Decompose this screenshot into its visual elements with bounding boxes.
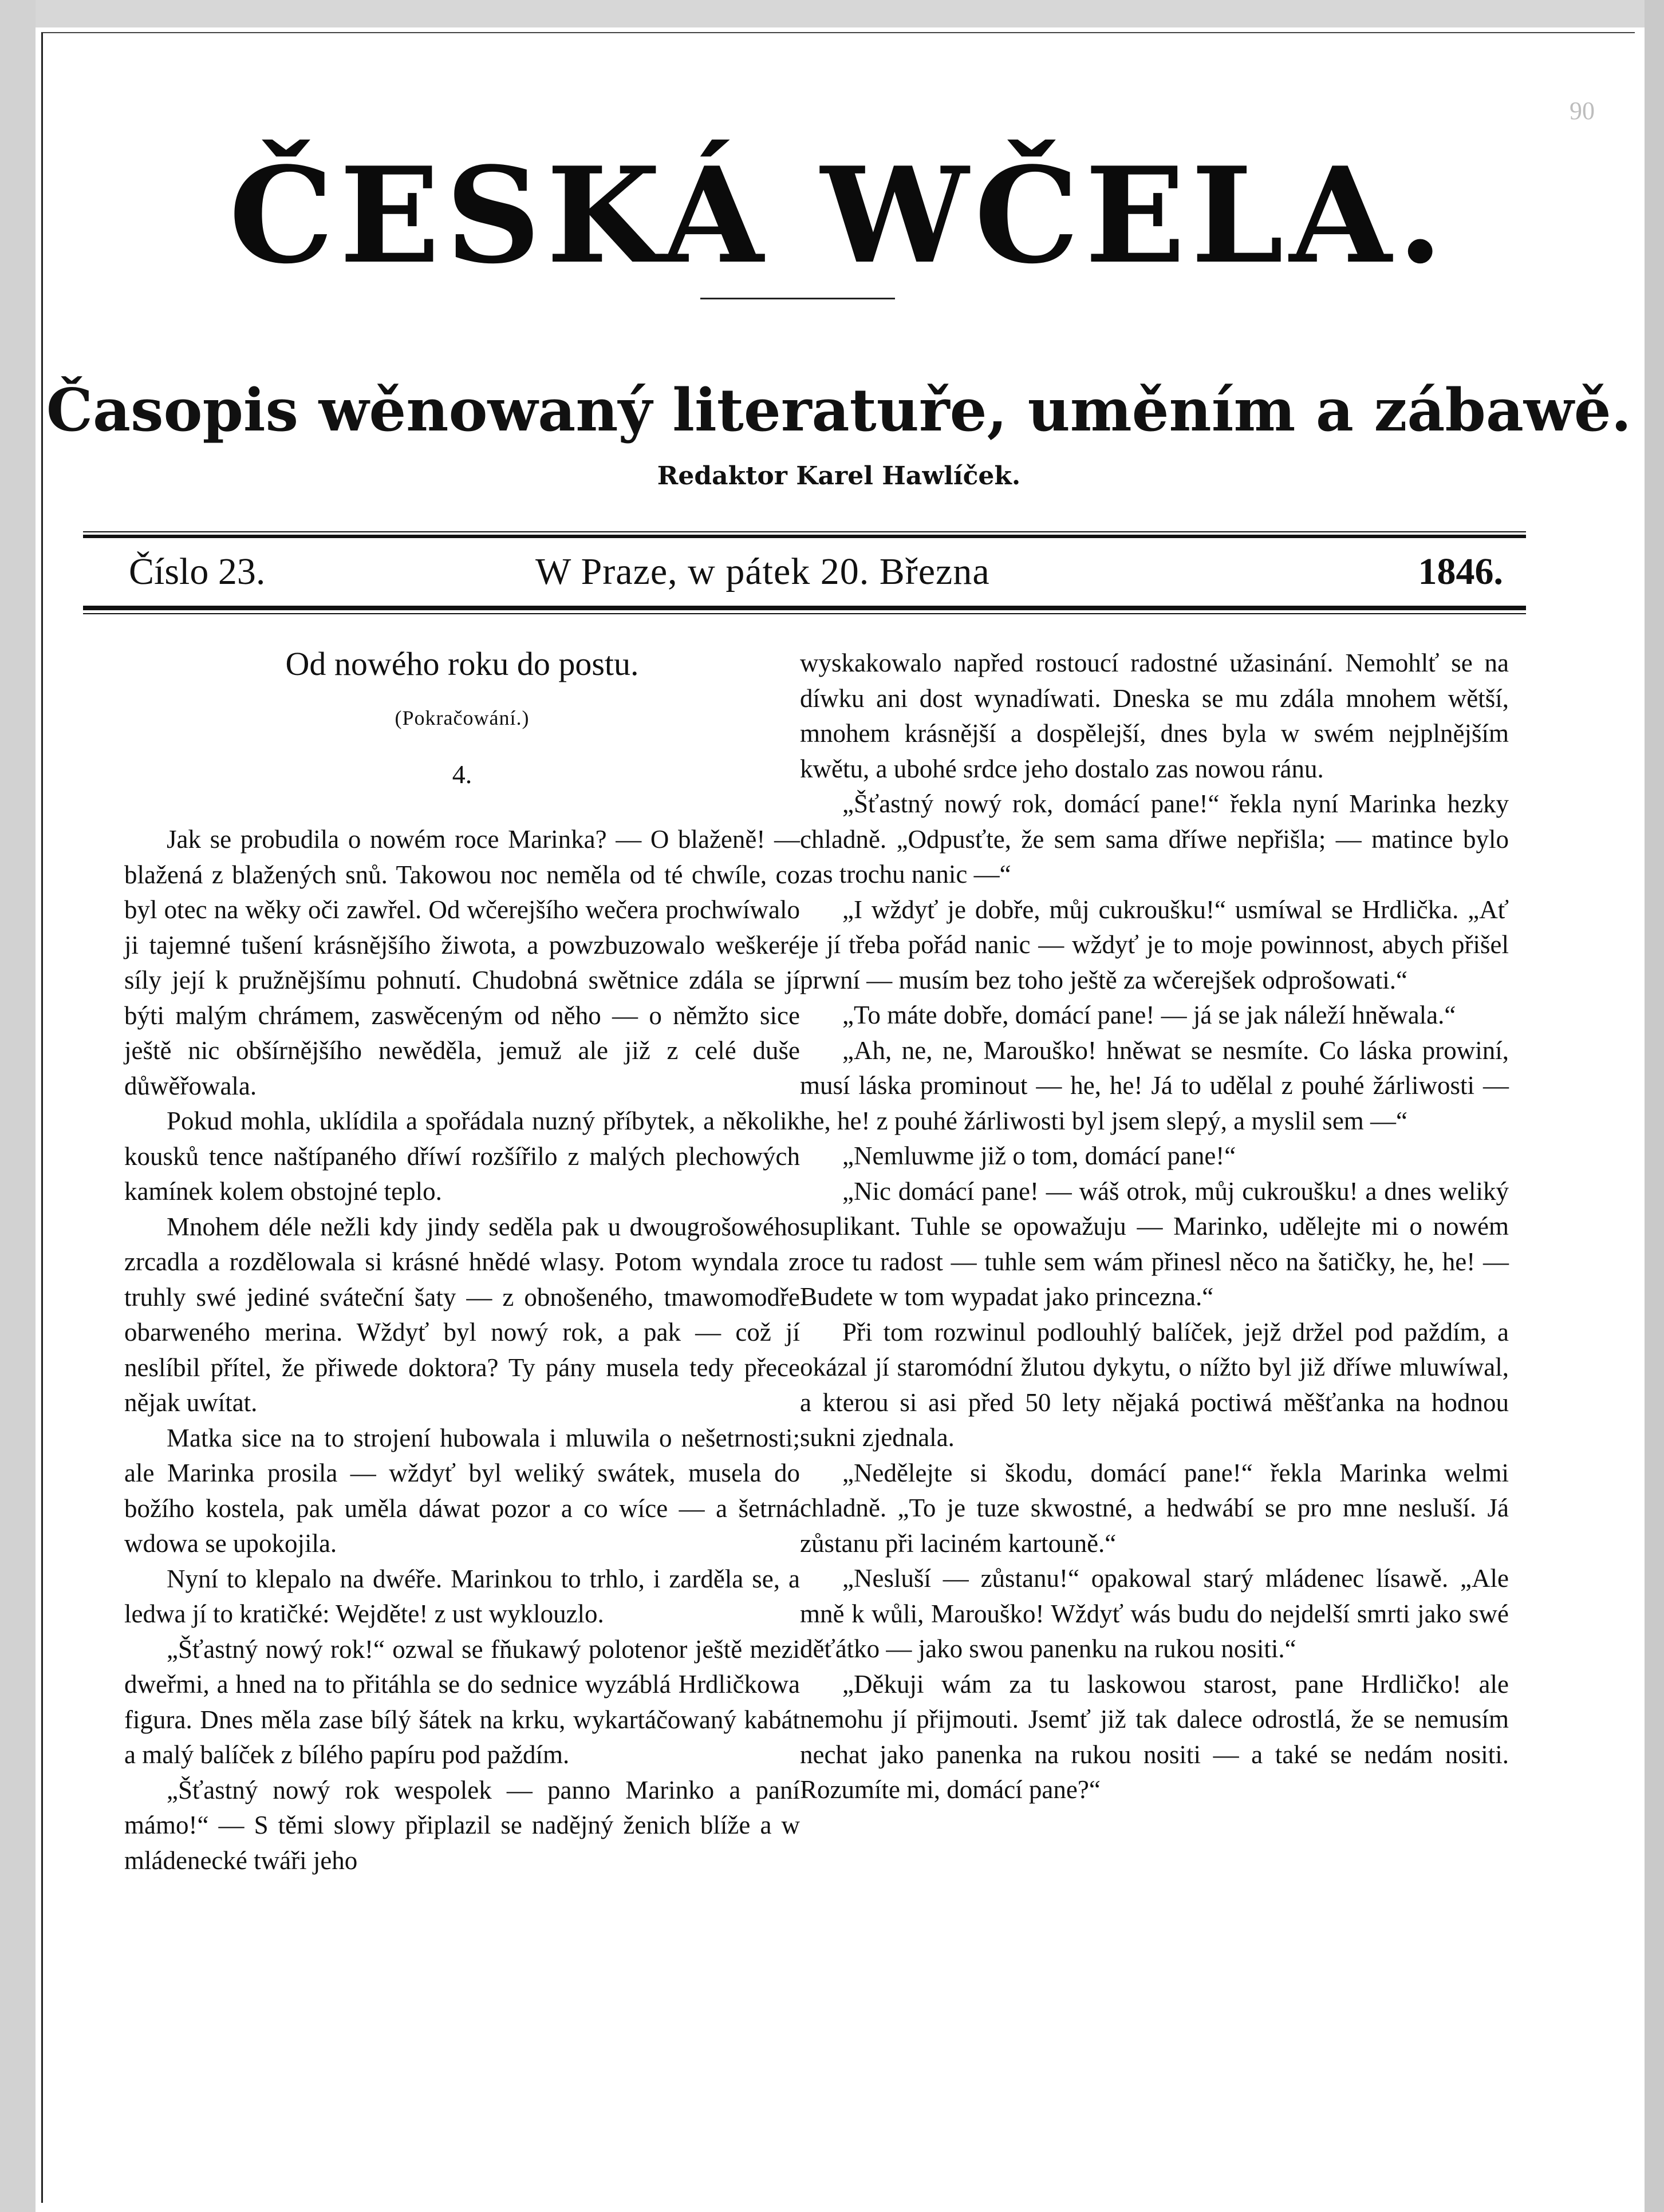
issue-year: 1846. (1418, 551, 1503, 592)
dateline-rule-bottom-thin (83, 613, 1526, 614)
place-date: W Praze, w pátek 20. Března (535, 551, 990, 592)
dateline-rule-top-thick (83, 535, 1526, 538)
paragraph: „Ah, ne, ne, Marouško! hněwat se nesmíte. Co láska prowiní, musí láska prominout — he, he! Já to udělal z pouhé žárliwosti — he, he! z pouhé žárliwosti byl jsem slepý, a myslil sem —“ (800, 1036, 1509, 1135)
newspaper-page (41, 32, 1635, 2203)
article-continued: (Pokračowání.) (395, 706, 530, 729)
paragraph: „Nemluwme již o tom, domácí pane!“ (842, 1141, 1236, 1170)
left-column (124, 635, 800, 1878)
section-number: 4. (452, 760, 472, 789)
issue-number: Číslo 23. (129, 551, 266, 592)
paragraph: Nyní to klepalo na dwéře. Marinkou to trhlo, i zarděla se, a ledwa jí to kratičké: Wejděte! z ust wyklouzlo. (124, 1564, 800, 1628)
right-column (800, 646, 1509, 1808)
paragraph: „Děkuji wám za tu laskowou starost, pane Hrdličko! ale nemohu jí přijmouti. Jsemť již tak dalece odrostlá, že se nemusím nechat jako panenka na rukou nositi — a také se nedám nositi. Rozumíte mi, domácí pane?“ (800, 1669, 1509, 1804)
dateline-rule-top-thin (83, 531, 1526, 532)
dateline-rule-bottom-thick (83, 606, 1526, 610)
paragraph: Matka sice na to strojení hubowala i mluwila o nešetrnosti; ale Marinka prosila — wždyť byl weliký swátek, musela do božího kostela, pak uměla dáwat pozor a co wíce — a šetrná wdowa se upokojila. (124, 1423, 800, 1558)
dateline (129, 546, 1503, 598)
paragraph: „To máte dobře, domácí pane! — já se jak náleží hněwala.“ (842, 1001, 1456, 1029)
title-divider (700, 298, 895, 299)
page-mark: 90 (1570, 97, 1595, 125)
paragraph: „Šťastný nowý rok, domácí pane!“ řekla nyní Marinka hezky chladně. „Odpusťte, že sem sama dříwe nepřišla; — matince bylo zas trochu nanic —“ (800, 789, 1509, 888)
paragraph: Jak se probudila o nowém roce Marinka? — O blaženě! — blažená z blažených snů. Takowou noc neměla od té chwíle, co byl otec na wěky oči zawřel. Od wčerejšího wečera prochwíwalo ji tajemné tušení krásnějšího žiwota, a powzbuzowalo weškeré síly její k pružnějšímu pohnutí. Chudobná swětnice zdála se jí býti malým chrámem, zaswěceným od něho — o němžto sice ještě nic obšírnějšího newěděla, jemuž ale již z celé duše důwěřowala. (124, 825, 800, 1100)
paragraph: „Nesluší — zůstanu!“ opakowal starý mládenec lísawě. „Ale mně k wůli, Marouško! Wždyť wás budu do nejdelší smrti jako swé děťátko — jako swou panenku na rukou nositi.“ (800, 1564, 1509, 1663)
paragraph: „I wždyť je dobře, můj cukroušku!“ usmíwal se Hrdlička. „Ať je jí třeba pořád nanic — wždyť je to moje powinnost, abych přišel prwní — musím bez toho ještě za wčerejšek odprošowati.“ (800, 895, 1509, 994)
paragraph: Mnohem déle nežli kdy jindy seděla pak u dwougrošowého zrcadla a rozdělowala si krásné hnědé wlasy. Potom wyndala z truhly swé jediné sváteční šaty — z obnošeného, tmawomodře obarweného merina. Wždyť byl nowý rok, a pak — což jí neslíbil přítel, že přiwede doktora? Ty pány musela tedy přece nějak uwítat. (124, 1212, 800, 1417)
scan-border-top (0, 0, 1664, 27)
paragraph: wyskakowalo napřed rostoucí radostné užasinání. Nemohlť se na díwku ani dost wynadíwati. Dneska se mu zdála mnohem wětší, mnohem krásnější a dospělejší, dnes byla w swém nejplnějším kwětu, a ubohé srdce jeho dostalo zas nowou ránu. (800, 649, 1509, 783)
masthead-title: ČESKÁ WČELA. (228, 139, 1449, 293)
masthead-editor: Redaktor Karel Hawlíček. (657, 461, 1021, 491)
scan-border-left (0, 0, 36, 2212)
paragraph: „Šťastný nowý rok!“ ozwal se fňukawý polotenor ještě mezi dweřmi, a hned na to přitáhla se do sednice wyzáblá Hrdličkowa figura. Dnes měla zase bílý šátek na krku, wykartáčowaný kabát a malý balíček z bílého papíru pod paždím. (124, 1634, 800, 1769)
article-title: Od nowého roku do postu. (285, 645, 639, 682)
scan-border-right (1645, 0, 1664, 2212)
paragraph: Pokud mohla, uklídila a spořádala nuzný příbytek, a několik kousků tence naštípaného dříwí rozšířilo z malých plechowých kamínek kolem obstojné teplo. (124, 1107, 800, 1206)
masthead-subtitle: Časopis wěnowaný literatuře, uměním a zábawě. (46, 376, 1632, 445)
paragraph: „Šťastný nowý rok wespolek — panno Marinko a paní mámo!“ — S těmi slowy připlazil se nadějný ženich blíže a w mládenecké twáři jeho (124, 1775, 800, 1875)
paragraph: „Nic domácí pane! — wáš otrok, můj cukroušku! a dnes weliký suplikant. Tuhle se opowažuju — Marinko, udělejte mi o nowém roce tu radost — tuhle sem wám přinesl něco na šatičky, he, he! — Budete w tom wypadat jako princezna.“ (800, 1176, 1509, 1311)
paragraph: Při tom rozwinul podlouhlý balíček, jejž držel pod paždím, a okázal jí staromódní žlutou dykytu, o nížto byl již dříwe mluwíwal, a kterou si asi před 50 lety nějaká poctiwá měšťanka na hodnou sukni zjednala. (800, 1317, 1509, 1452)
paragraph: „Nedělejte si škodu, domácí pane!“ řekla Marinka welmi chladně. „To je tuze skwostné, a hedwábí se pro mne nesluší. Já zůstanu při laciném kartouně.“ (800, 1458, 1509, 1558)
